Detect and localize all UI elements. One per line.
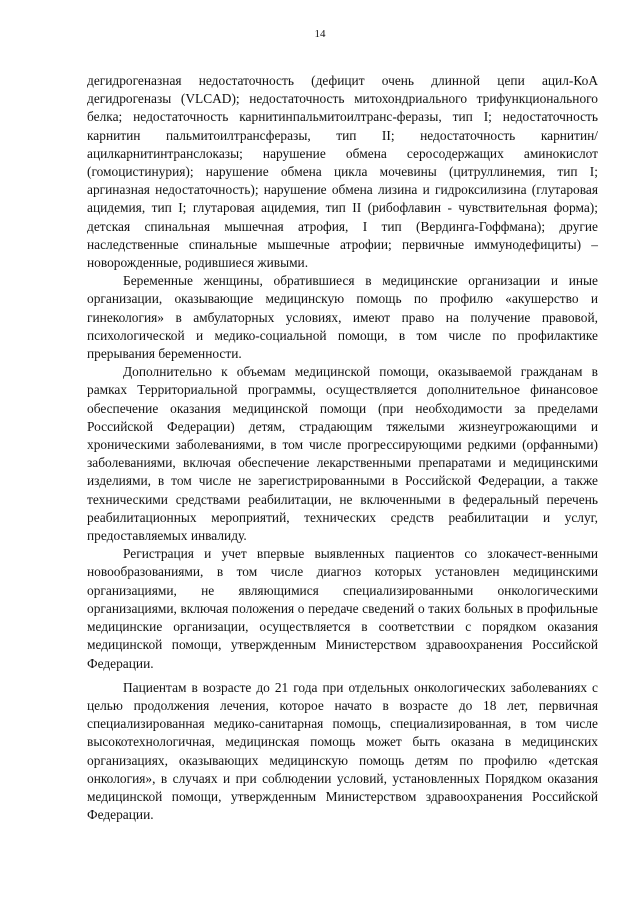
paragraph-oncology-patients: Пациентам в возрасте до 21 года при отдельных онкологических заболеваниях с целью продолжения лечения, которое начато в возрасте до 18 лет, первичная специализированная медико-санитарная помощь, специализированная, в том числе высокотехнологичная, медицинская помощь может быть оказана в медицинских организациях, оказывающих медицинскую помощь детям по профилю «детская онкология», в случаях и при соблюдении условий, установленных Порядком оказания медицинской помощи, утвержденным Министерством здравоохранения Российской Федерации.	[87, 679, 598, 823]
paragraph-continuation: дегидрогеназная недостаточность (дефицит очень длинной цепи ацил-КоА дегидрогеназы (VLCAD); недостаточность митохондриального трифункционального белка; недостаточность карнитинпальмитоилтранс-феразы, тип I; недостаточность карнитин пальмитоилтрансферазы, тип II; недостаточность карнитин/ацилкарнитинтранслоказы; нарушение обмена серосодержащих аминокислот (гомоцистинурия); нарушение обмена цикла мочевины (цитруллинемия, тип I; аргиназная недостаточность); нарушение обмена лизина и гидроксилизина (глутаровая ацидемия, тип I; глутаровая ацидемия, тип II (рибофлавин - чувствительная форма); детская спинальная мышечная атрофия, I тип (Вердинга-Гоффмана); другие наследственные спинальные мышечные атрофии; первичные иммунодефициты) – новорожденные, родившиеся живыми.	[87, 73, 598, 271]
paragraph-cancer-registration: Регистрация и учет впервые выявленных пациентов со злокачест-венными новообразованиями, в том числе диагноз которых установлен медицинскими организациями, не являющимися специализированными онкологическими организациями, включая положения о передаче сведений о таких больных в профильные медицинские организации, осуществляется в соответствии с порядком оказания медицинской помощи, утвержденным Министерством здравоохранения Российской Федерации.	[87, 546, 598, 671]
paragraph-pregnant-women: Беременные женщины, обратившиеся в медицинские организации и иные организации, оказывающие медицинскую помощь по профилю «акушерство и гинекология» в амбулаторных условиях, имеют право на получение правовой, психологической и медико-социальной помощи, в том числе по профилактике прерывания беременности.	[87, 273, 598, 362]
paragraph-additional-funding: Дополнительно к объемам медицинской помощи, оказываемой гражданам в рамках Территориальной программы, осуществляется дополнительное финансовое обеспечение оказания медицинской помощи (при необходимости за пределами Российской Федерации) детям, страдающим тяжелыми жизнеугрожающими и хроническими заболеваниями, в том числе прогрессирующими редкими (орфанными) заболеваниями, включая обеспечение лекарственными препаратами и медицинскими изделиями, в том числе не зарегистрированными в Российской Федерации, а также техническими средствами реабилитации, не включенными в федеральный перечень реабилитационных мероприятий, технических средств реабилитации и услуг, предоставляемых инвалиду.	[87, 364, 598, 544]
document-body	[87, 72, 598, 824]
page-number: 14	[314, 28, 326, 40]
